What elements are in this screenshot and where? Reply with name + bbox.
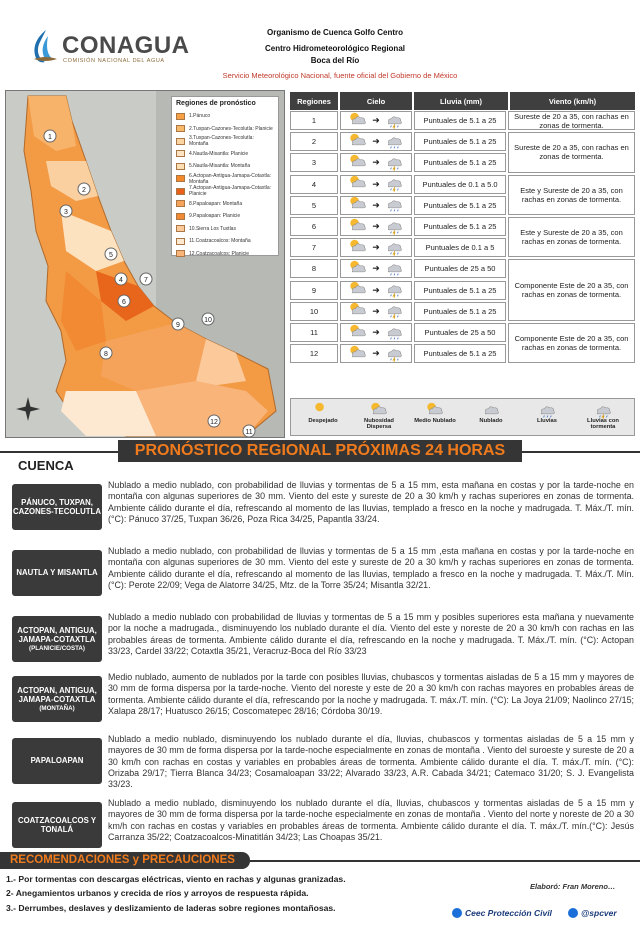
rain-icon xyxy=(383,280,405,300)
rain-cell: Puntuales de 5.1 a 25 xyxy=(414,132,506,151)
legend-item xyxy=(176,135,274,148)
partly-cloudy-icon xyxy=(347,217,369,237)
recommendation-item: 3.- Derrumbes, deslaves y deslizamiento de laderas sobre regiones montañosas. xyxy=(6,903,336,913)
page-header xyxy=(0,0,640,88)
header-sky: Cielo xyxy=(340,92,412,110)
arrow-icon: ➜ xyxy=(372,263,380,274)
facebook-label: Ceec Protección Civil xyxy=(465,908,552,918)
region-name-badge xyxy=(12,550,102,596)
twitter-icon xyxy=(568,908,578,918)
wind-cell: Este y Sureste de 20 a 35, con rachas en zonas de tormenta. xyxy=(508,175,635,215)
region-number: 11 xyxy=(290,323,338,342)
facebook-link[interactable] xyxy=(452,908,552,918)
arrow-icon: ➜ xyxy=(372,157,380,168)
arrow-icon: ➜ xyxy=(372,348,380,359)
legend-item xyxy=(176,148,274,161)
location-name: Boca del Río xyxy=(310,56,360,65)
region-name-badge xyxy=(12,676,102,722)
logo-subtitle: COMISIÓN NACIONAL DEL AGUA xyxy=(63,58,165,64)
org-name: Organismo de Cuenca Golfo Centro xyxy=(266,28,403,37)
recommendation-item: 1.- Por tormentas con descargas eléctricas, viento en rachas y algunas granizadas. xyxy=(6,874,346,884)
region-number: 5 xyxy=(290,196,338,215)
rain-icon xyxy=(383,195,405,215)
region-name-badge xyxy=(12,738,102,784)
rain-cell: Puntuales de 25 a 50 xyxy=(414,259,506,278)
recommendation-item: 2- Anegamientos urbanos y crecida de ríos y arroyos de respuesta rápida. xyxy=(6,888,309,898)
region-number: 10 xyxy=(290,302,338,321)
svg-text:11: 11 xyxy=(245,429,253,436)
rain-icon xyxy=(383,111,405,131)
arrow-icon: ➜ xyxy=(372,284,380,295)
partly-cloudy-icon xyxy=(347,280,369,300)
sky-cell xyxy=(340,153,412,172)
legend-swatch xyxy=(176,200,185,207)
table-header xyxy=(290,92,635,110)
rain-cell: Puntuales de 5.1 a 25 xyxy=(414,281,506,300)
symbol-label: Nubosidad Dispersa xyxy=(364,418,394,431)
region-name-badge xyxy=(12,802,102,848)
svg-text:9: 9 xyxy=(176,322,180,329)
legend-item xyxy=(176,123,274,136)
legend-item xyxy=(176,235,274,248)
legend-swatch xyxy=(176,213,185,220)
rain-icon xyxy=(383,323,405,343)
region-forecast-text: Nublado a medio nublado, con probabilidad de lluvias y tormentas de 5 a 15 mm, esta mañana en costas y por la tarde-noche en montaña con algunas superiores de 30 mm. Viento del este y sureste de 20 a 30 km/h y rachas superiores en zonas de tormenta. Ambiente cálido durante el día, refrescando al momento de las lluvias, templado a fresco en la noche y madrugada. T. Máx./T. mín. (°C): Pánuco 37/25, Tuxpan 36/26, Poza Rica 34/25, Papantla 33/24. xyxy=(108,480,634,524)
rain-icon xyxy=(383,259,405,279)
svg-text:6: 6 xyxy=(122,299,126,306)
header-rain: Lluvia (mm) xyxy=(414,92,508,110)
arrow-icon: ➜ xyxy=(372,115,380,125)
region-number: 1 xyxy=(290,111,338,130)
rain-cell: Puntuales de 25 a 50 xyxy=(414,323,506,342)
rain-cell: Puntuales de 5.1 a 25 xyxy=(414,217,506,236)
region-subname: (PLANICIE/COSTA) xyxy=(29,644,85,652)
partly-cloudy-icon xyxy=(424,401,446,417)
legend-swatch xyxy=(176,188,185,195)
partly-cloudy-icon xyxy=(347,301,369,321)
legend-swatch xyxy=(176,125,185,132)
region-number: 12 xyxy=(290,344,338,363)
partly-cloudy-icon xyxy=(347,259,369,279)
partly-cloudy-icon xyxy=(347,132,369,152)
author-credit: Elaboró: Fran Moreno… xyxy=(530,882,616,891)
region-name: ACTOPAN, ANTIGUA, JAMAPA-COTAXTLA xyxy=(17,685,97,705)
region-number: 2 xyxy=(290,132,338,151)
arrow-icon: ➜ xyxy=(372,178,380,189)
legend-item xyxy=(176,110,274,123)
legend-swatch xyxy=(176,150,185,157)
arrow-icon: ➜ xyxy=(372,136,380,147)
legend-swatch xyxy=(176,238,185,245)
rain-icon xyxy=(383,344,405,364)
symbol-label: Despejado xyxy=(308,418,338,424)
symbol-item xyxy=(299,401,347,424)
svg-text:8: 8 xyxy=(104,351,108,358)
arrow-icon: ➜ xyxy=(372,221,380,231)
symbol-label: Lluvias con tormenta xyxy=(587,418,619,431)
region-name: PAPALOAPAN xyxy=(30,756,84,766)
rain-icon xyxy=(383,153,405,173)
legend-item xyxy=(176,160,274,173)
map-legend xyxy=(171,96,279,256)
arrow-icon: ➜ xyxy=(372,327,380,337)
legend-item xyxy=(176,185,274,198)
region-number: 7 xyxy=(290,238,338,257)
forecast-table xyxy=(290,92,635,396)
divider xyxy=(0,451,118,453)
region-name-badge xyxy=(12,484,102,530)
rain-icon xyxy=(383,238,405,258)
legend-label: 4.Nautla-Misantla: Planicie xyxy=(189,150,249,157)
partly-cloudy-icon xyxy=(347,174,369,194)
rain-icon xyxy=(383,174,405,194)
clear-sky-icon xyxy=(312,401,334,417)
wind-cell: Sureste de 20 a 35, con rachas en zonas de tormenta. xyxy=(508,111,635,130)
region-forecast-text: Medio nublado, aumento de nublados por la tarde con posibles lluvias, chubascos y tormentas aisladas de 5 a 15 mm y mayores de 30 mm de forma dispersa por la tarde-noche. Viento del noreste y este de 20 a 30 km/h con rachas mayores en probables áreas de tormenta. Ambiente cálido durante el día, refrescando por la noche y madrugada. T. máx./T. mín. (°C): La Joya 21/09; Naolinco 27/15; Xalapa 28/17; Huatusco 26/15; Coscomatepec 28/16; Córdoba 30/19. xyxy=(108,672,634,716)
region-number: 9 xyxy=(290,281,338,300)
region-forecast-text: Nublado a medio nublado, con probabilidad de lluvias y tormentas de 5 a 15 mm ,esta mañana en costas y por la tarde-noche en montaña con algunas superiores de 30 mm. Viento del este y sureste de 20 a 30 km/h y rachas superiores en zonas de tormenta. Ambiente cálido durante el día, refrescando al momento de las lluvias, templado a fresco en la noche y madrugada. T. Máx./T. Mín. (°C): Perote 22/09; Vega de Alatorre 34/25, Mtz. de la Torre 35/24; Misantla 32/21. xyxy=(108,546,634,590)
region-subname: (MONTAÑA) xyxy=(39,704,75,712)
svg-text:5: 5 xyxy=(109,252,113,259)
banner-title: PRONÓSTICO REGIONAL PRÓXIMAS 24 HORAS xyxy=(134,442,506,459)
sky-cell xyxy=(340,217,412,236)
rain-icon xyxy=(383,132,405,152)
header-wind: Viento (km/h) xyxy=(510,92,635,110)
partly-cloudy-icon xyxy=(347,195,369,215)
svg-text:3: 3 xyxy=(64,209,68,216)
partly-cloudy-icon xyxy=(347,344,369,364)
region-name: PÁNUCO, TUXPAN, CAZONES-TECOLUTLA xyxy=(13,497,101,516)
header-regions: Regiones xyxy=(290,92,338,110)
center-name: Centro Hidrometeorológico Regional xyxy=(264,44,405,53)
twitter-link[interactable] xyxy=(568,908,617,918)
sky-cell xyxy=(340,259,412,278)
legend-swatch xyxy=(176,225,185,232)
legend-item xyxy=(176,210,274,223)
region-name-badge xyxy=(12,616,102,662)
rain-icon xyxy=(383,301,405,321)
rain-cell: Puntuales de 5.1 a 25 xyxy=(414,344,506,363)
sky-symbol-legend xyxy=(290,398,635,436)
arrow-icon: ➜ xyxy=(372,199,380,210)
legend-label: 3.Tuxpan-Cazones-Tecolutla: Montaña xyxy=(189,135,254,148)
divider xyxy=(250,860,640,862)
rain-icon xyxy=(536,401,558,417)
sky-cell xyxy=(340,238,412,257)
sky-cell xyxy=(340,196,412,215)
svg-text:12: 12 xyxy=(210,419,218,426)
legend-label: 2.Tuxpan-Cazones-Tecolutla: Planicie xyxy=(189,125,273,132)
symbol-item xyxy=(523,401,571,424)
wind-cell: Sureste de 20 a 35, con rachas en zonas de tormenta. xyxy=(508,132,635,172)
region-forecast-text: Nublado a medio nublado, disminuyendo los nublado durante el día, lluvias, chubascos y tormentas aisladas de 5 a 15 mm y mayores de 30 mm de forma dispersa por la tarde-noche especialmente en zonas de montaña . Viento del norte y noreste de 20 a 30 km/h con rachas en costas y variables en probables áreas de tormenta. Ambiente cálido durante el día. T. máx./T. mín.(°C): Jesús Carranza 35/22; Coatzacoalcos-Minatitlán 34/23; Las Choapas 35/21. xyxy=(108,798,634,842)
rain-cell: Puntuales de 5.1 a 25 xyxy=(414,153,506,172)
region-name: ACTOPAN, ANTIGUA, JAMAPA-COTAXTLA xyxy=(17,625,97,645)
region-number: 3 xyxy=(290,153,338,172)
rain-cell: Puntuales de 0.1 a 5.0 xyxy=(414,175,506,194)
legend-swatch xyxy=(176,175,185,182)
symbol-label: Lluvias xyxy=(537,418,557,424)
wind-cell: Componente Este de 20 a 35, con rachas en zonas de tormenta. xyxy=(508,259,635,321)
sky-cell xyxy=(340,281,412,300)
rain-cell: Puntuales de 5.1 a 25 xyxy=(414,302,506,321)
partly-cloudy-icon xyxy=(347,323,369,343)
symbol-item xyxy=(411,401,459,424)
symbol-item xyxy=(467,401,515,424)
legend-label: 6.Actopan-Antigua-Jamapa-Cotaxtla: Montaña xyxy=(189,172,271,185)
regions-map xyxy=(5,90,285,438)
sky-cell xyxy=(340,132,412,151)
symbol-item xyxy=(579,401,627,431)
svg-text:7: 7 xyxy=(144,277,148,284)
sky-cell xyxy=(340,323,412,342)
thunderstorm-icon xyxy=(592,401,614,417)
legend-item xyxy=(176,198,274,211)
forecast-banner xyxy=(0,440,640,462)
logo-text: CONAGUA xyxy=(62,32,190,59)
symbol-label: Medio Nublado xyxy=(414,418,456,424)
legend-item xyxy=(176,223,274,236)
partly-cloudy-icon xyxy=(347,111,369,131)
svg-text:10: 10 xyxy=(204,317,212,324)
region-name: NAUTLA Y MISANTLA xyxy=(16,568,98,578)
legend-label: 11.Coatzacoalcos: Montaña xyxy=(189,238,251,245)
legend-swatch xyxy=(176,138,185,145)
rain-icon xyxy=(383,217,405,237)
legend-item xyxy=(176,248,274,261)
sky-cell xyxy=(340,111,412,130)
official-source-note: Servicio Meteorológico Nacional, fuente oficial del Gobierno de México xyxy=(222,71,458,80)
svg-text:4: 4 xyxy=(119,277,123,284)
rain-cell: Puntuales de 5.1 a 25 xyxy=(414,111,506,130)
sky-cell xyxy=(340,344,412,363)
symbol-item xyxy=(355,401,403,431)
legend-label: 9.Papaloapan: Planicie xyxy=(189,213,241,220)
cloudy-icon xyxy=(480,401,502,417)
svg-text:1: 1 xyxy=(48,134,52,141)
wind-cell: Este y Sureste de 20 a 35, con rachas en zonas de tormenta. xyxy=(508,217,635,257)
svg-text:2: 2 xyxy=(82,187,86,194)
symbol-label: Nublado xyxy=(479,418,503,424)
legend-label: 10.Sierra Los Tuxtlas xyxy=(189,225,236,232)
reco-title: RECOMENDACIONES y PRECAUCIONES xyxy=(10,854,235,866)
legend-label: 8.Papaloapan: Montaña xyxy=(189,200,243,207)
legend-label: 12.Coatzacoalcos: Planicie xyxy=(189,250,250,257)
legend-label: 1.Pánuco xyxy=(189,113,211,120)
region-name: COATZACOALCOS Y TONALÁ xyxy=(17,815,97,834)
legend-label: 5.Nautla-Misantla: Montaña xyxy=(189,163,251,170)
region-forecast-text: Nublado a medio nublado con probabilidad de lluvias y tormentas de 5 a 15 mm y posibles superiores esta mañana y nuevamente por la noche a madrugada., disminuyendo los nublado durante el día. Viento del este y noreste de 20 a 30 km/h con rachas en las probables áreas de tormenta. Ambiente cálido durante el día, refrescando en la noche y madrugada. T. Máx./T. mín. (°C): Actopan 33/23, Cardel 33/22; Cotaxtla 35/21, Veracruz-Boca del Río 33/23 xyxy=(108,612,634,656)
legend-title: Regiones de pronóstico xyxy=(176,100,256,107)
region-number: 6 xyxy=(290,217,338,236)
twitter-label: @spcver xyxy=(581,908,617,918)
region-number: 4 xyxy=(290,175,338,194)
region-forecast-text: Nublado a medio nublado, disminuyendo los nublado durante el día, lluvias, chubascos y tormentas aisladas de 5 a 15 mm y mayores de 30 mm de forma dispersa por la tarde-noche especialmente en zonas de montaña . Viento del suroeste y sureste de 20 a 30 km/h con rachas en costas y variables en probables áreas de tormenta. Ambiente cálido durante el día. T. máx./T. mín. (°C): Orizaba 29/17; Tierra Blanca 34/23; Cosamaloapan 33/22; Alvarado 33/23, A.R. Cabada 34/21; Catemaco 31/20; S. J. Evangelista 33/23. xyxy=(108,734,634,790)
legend-swatch xyxy=(176,163,185,170)
facebook-icon xyxy=(452,908,462,918)
sky-cell xyxy=(340,302,412,321)
region-number: 8 xyxy=(290,259,338,278)
rain-cell: Puntuales de 0.1 a 5 xyxy=(414,238,506,257)
legend-swatch xyxy=(176,113,185,120)
arrow-icon: ➜ xyxy=(372,242,380,253)
legend-item xyxy=(176,173,274,186)
arrow-icon: ➜ xyxy=(372,305,380,316)
legend-label: 7.Actopan-Antigua-Jamapa-Cotaxtla: Planicie xyxy=(189,185,271,198)
sky-cell xyxy=(340,175,412,194)
legend-swatch xyxy=(176,250,185,257)
partly-cloudy-icon xyxy=(347,153,369,173)
scattered-clouds-icon xyxy=(368,401,390,417)
partly-cloudy-icon xyxy=(347,238,369,258)
conagua-logo-icon xyxy=(30,28,60,64)
recommendations-banner xyxy=(0,851,640,870)
conagua-logo xyxy=(30,28,190,68)
cuenca-label: CUENCA xyxy=(18,458,74,473)
wind-cell: Componente Este de 20 a 35, con rachas en zonas de tormenta. xyxy=(508,323,635,363)
divider xyxy=(522,451,640,453)
rain-cell: Puntuales de 5.1 a 25 xyxy=(414,196,506,215)
